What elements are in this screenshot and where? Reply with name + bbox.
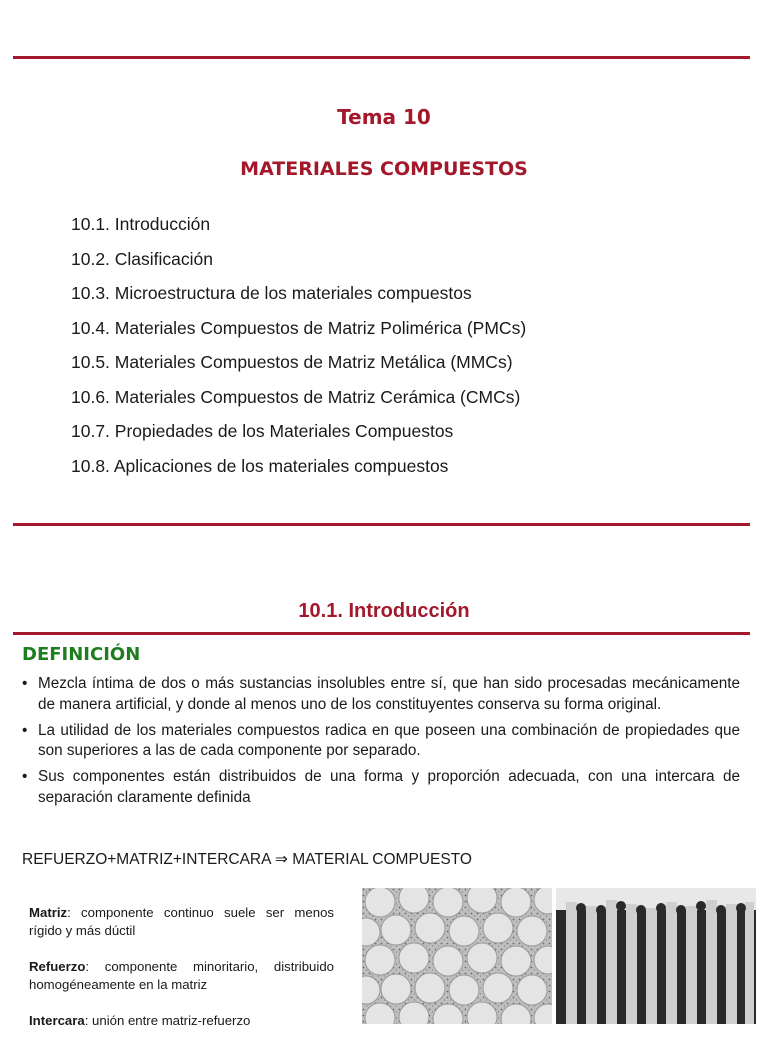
- term-label: Refuerzo: [29, 959, 86, 974]
- fiber-longitudinal-micrograph: [556, 888, 756, 1024]
- fiber-cross-section-micrograph: [362, 888, 552, 1024]
- section-rule: [13, 632, 750, 635]
- bullet-item: [22, 767, 740, 809]
- toc-item: 10.7. Propiedades de los Materiales Compuestos: [71, 421, 454, 441]
- definition-list: [22, 674, 740, 814]
- bullet-icon: •: [22, 675, 28, 692]
- bullet-text: Mezcla íntima de dos o más sustancias insolubles entre sí, que han sido procesadas mecánicamente de manera artificial, y donde al menos uno de los constituyentes conserva su forma original.: [38, 675, 740, 713]
- section-title: 10.1. Introducción: [298, 600, 470, 622]
- bullet-item: [22, 674, 740, 716]
- definition-heading: DEFINICIÓN: [22, 644, 141, 665]
- toc-item: 10.4. Materiales Compuestos de Matriz Polimérica (PMCs): [71, 317, 527, 338]
- term-matriz: [29, 904, 334, 940]
- bullet-item: [22, 721, 740, 763]
- toc-item: 10.5. Materiales Compuestos de Matriz Metálica (MMCs): [71, 352, 513, 372]
- toc-item: 10.3. Microestructura de los materiales compuestos: [71, 283, 472, 303]
- topic-number: Tema 10: [337, 105, 431, 129]
- bullet-text: La utilidad de los materiales compuestos radica en que poseen una combinación de propiedades que son superiores a las de cada componente por separado.: [38, 721, 740, 760]
- divider-rule: [13, 523, 750, 526]
- term-intercara: [29, 1012, 334, 1030]
- bullet-icon: •: [22, 721, 28, 739]
- table-of-contents: [71, 211, 526, 487]
- term-description: : componente minoritario, distribuido homogéneamente en la matriz: [29, 959, 334, 992]
- composite-formula: REFUERZO+MATRIZ+INTERCARA ⇒ MATERIAL COMPUESTO: [22, 851, 472, 868]
- term-description: : componente continuo suele ser menos rígido y más dúctil: [29, 905, 334, 938]
- page-title: MATERIALES COMPUESTOS: [240, 158, 528, 180]
- bullet-icon: •: [22, 768, 28, 786]
- top-rule: [13, 56, 750, 59]
- term-definitions: [29, 904, 334, 1048]
- toc-item: 10.8. Aplicaciones de los materiales compuestos: [71, 455, 449, 476]
- term-description: : unión entre matriz-refuerzo: [84, 1013, 251, 1028]
- term-label: Intercara: [29, 1013, 85, 1028]
- bullet-text: Sus componentes están distribuidos de una forma y proporción adecuada, con una intercara de separación claramente definida: [38, 768, 740, 806]
- toc-item: 10.2. Clasificación: [71, 248, 214, 269]
- toc-item: 10.1. Introducción: [71, 214, 211, 234]
- toc-item: 10.6. Materiales Compuestos de Matriz Cerámica (CMCs): [71, 386, 521, 407]
- term-refuerzo: [29, 958, 334, 994]
- term-label: Matriz: [29, 905, 68, 920]
